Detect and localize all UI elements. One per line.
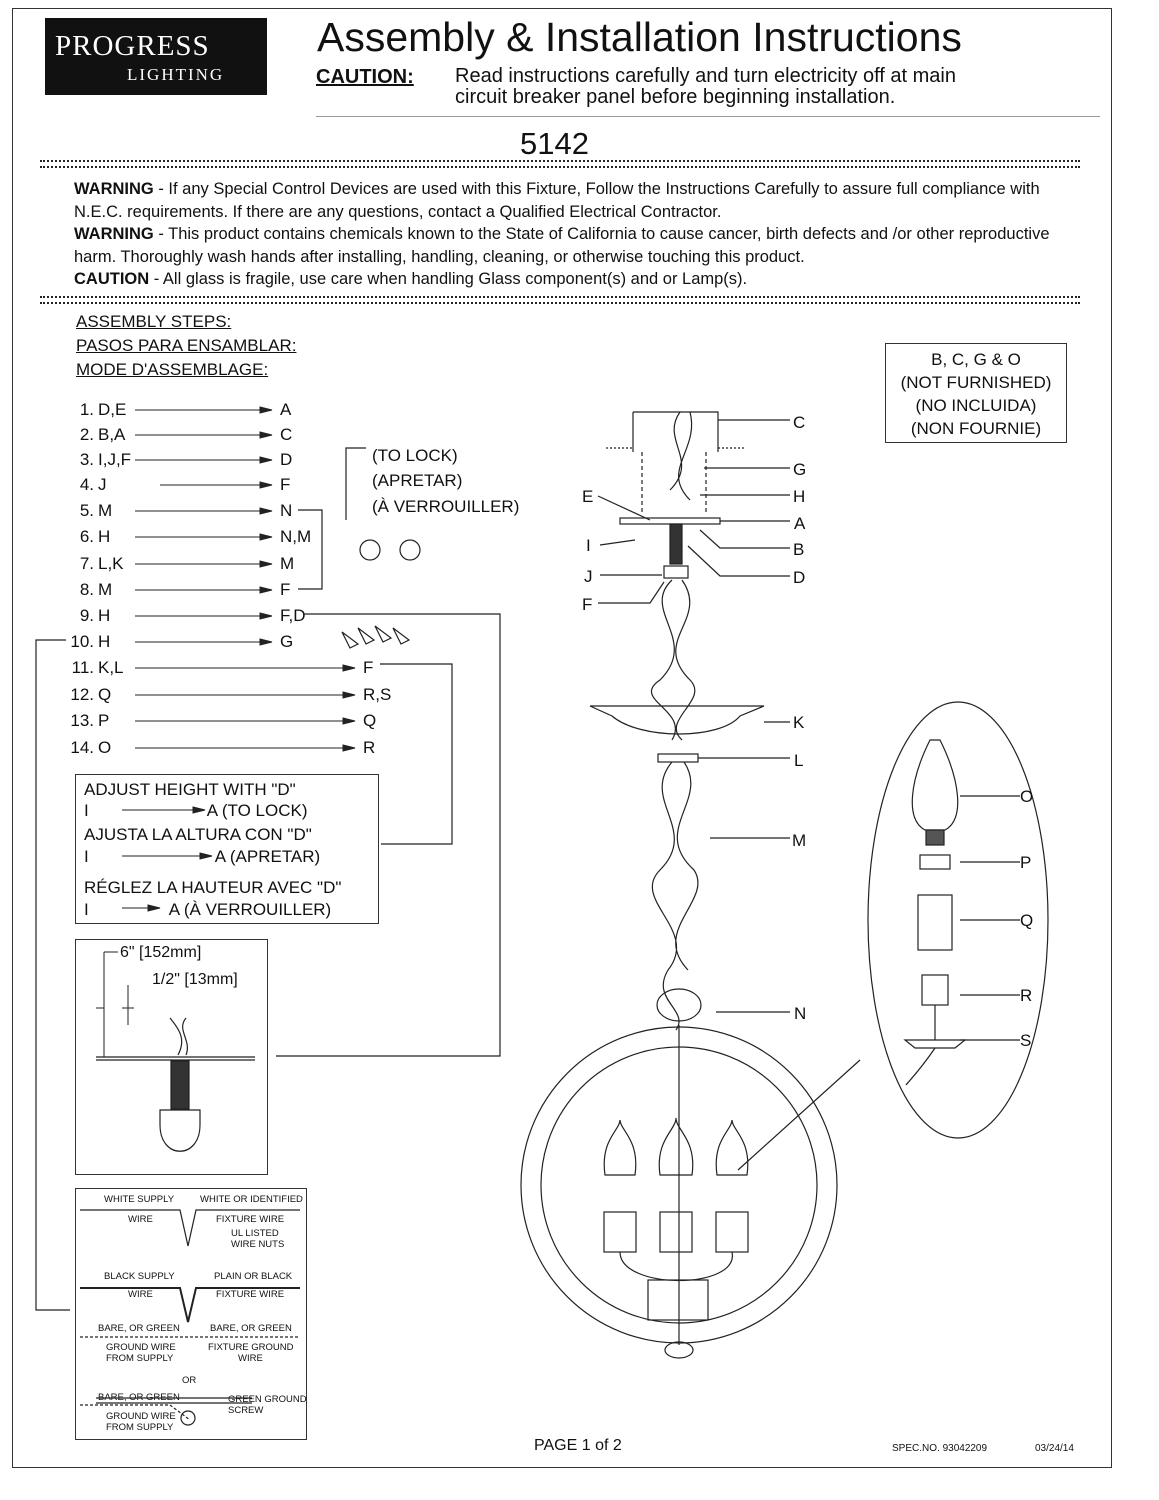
- step-parts: L,K: [98, 554, 124, 573]
- caution-label: CAUTION:: [316, 66, 414, 88]
- step-target: F: [280, 580, 291, 599]
- dimension-box: [75, 939, 268, 1175]
- step-target: C: [280, 425, 293, 444]
- wiring-diagram: [75, 1188, 307, 1440]
- or-label: OR: [182, 1375, 197, 1386]
- label-c: C: [793, 413, 806, 432]
- ground-label-3: FROM SUPPLY: [106, 1353, 174, 1364]
- label-s: S: [1020, 1031, 1032, 1050]
- step-target: F: [280, 475, 291, 494]
- step-target: F,D: [280, 606, 306, 625]
- not-furnished-en: (NOT FURNISHED): [900, 373, 1052, 392]
- step-number: 6.: [79, 527, 94, 546]
- label-r: R: [1020, 986, 1033, 1005]
- not-furnished-es: (NO INCLUIDA): [915, 396, 1037, 415]
- step-target: R: [363, 738, 376, 757]
- not-furnished-parts: B, C, G & O: [931, 350, 1021, 369]
- white-fixture-label-1: WHITE OR IDENTIFIED: [200, 1194, 303, 1205]
- step-parts: H: [98, 606, 111, 625]
- spec-number: SPEC.NO. 93042209: [892, 1443, 988, 1454]
- step-number: 5.: [79, 501, 94, 520]
- label-o: O: [1020, 787, 1034, 806]
- caution-line-1: Read instructions carefully and turn electricity off at main: [455, 65, 956, 87]
- step-parts: O: [98, 738, 112, 757]
- step-parts: P: [98, 711, 110, 730]
- step-number: 7.: [79, 554, 94, 573]
- step-number: 8.: [79, 580, 94, 599]
- step-parts: Q: [98, 685, 112, 704]
- label-k: K: [793, 713, 805, 732]
- adjust-fr-line: I A (À VERROUILLER): [84, 900, 332, 919]
- black-fixture-label-1: PLAIN OR BLACK: [214, 1271, 293, 1282]
- assembly-header-fr: MODE D'ASSEMBLAGE:: [76, 360, 269, 379]
- black-wire-label: WIRE: [128, 1289, 153, 1300]
- fixture-ground-label-2: FIXTURE GROUND: [208, 1342, 294, 1353]
- label-b: B: [793, 540, 805, 559]
- step-target: M: [280, 554, 295, 573]
- step-parts: I,J,F: [98, 450, 132, 469]
- label-m: M: [792, 831, 807, 850]
- step-number: 13.: [70, 711, 94, 730]
- white-supply-label: WHITE SUPPLY: [104, 1194, 175, 1205]
- step-parts: H: [98, 632, 111, 651]
- step-parts: M: [98, 501, 113, 520]
- adjust-es-line: I A (APRETAR): [84, 847, 321, 866]
- label-l: L: [794, 751, 804, 770]
- adjust-en-line: I A (TO LOCK): [84, 801, 308, 820]
- warning-1: WARNING - If any Special Control Devices are used with this Fixture, Follow the Instructions Carefully to assure full compliance with N.E.C. requirements. If there are any questions, contact a Qualified Electrical Contractor.: [74, 180, 1040, 221]
- step-parts: H: [98, 527, 111, 546]
- step-number: 12.: [70, 685, 94, 704]
- star-divider-top: [40, 160, 1080, 168]
- not-furnished-fr: (NON FOURNIE): [910, 419, 1042, 438]
- not-furnished-box: [885, 343, 1067, 443]
- adjust-height-box: [75, 774, 379, 924]
- green-screw-label-1: GREEN GROUND: [228, 1394, 307, 1405]
- fixture-ground-label-1: BARE, OR GREEN: [210, 1323, 292, 1334]
- dim-6in: 6" [152mm]: [120, 944, 202, 961]
- warnings-block: [74, 178, 1084, 291]
- step-target: N,M: [280, 527, 312, 546]
- step-number: 11.: [71, 658, 94, 677]
- brand-logo: [45, 18, 267, 95]
- step-target: D: [280, 450, 293, 469]
- step-parts: K,L: [98, 658, 124, 677]
- step-target: F: [363, 658, 374, 677]
- label-h: H: [793, 487, 806, 506]
- assembly-header-en: ASSEMBLY STEPS:: [76, 312, 232, 331]
- label-n: N: [794, 1004, 807, 1023]
- step-number: 2.: [79, 425, 94, 444]
- adjust-fr-title: RÉGLEZ LA HAUTEUR AVEC "D": [84, 878, 342, 897]
- star-divider-bottom: [40, 296, 1080, 304]
- step-target: G: [280, 632, 294, 651]
- brand-sub: LIGHTING: [127, 65, 225, 84]
- assembly-header-es: PASOS PARA ENSAMBLAR:: [76, 336, 297, 355]
- step-target: A: [280, 400, 292, 419]
- label-f: F: [582, 595, 593, 614]
- caution-line-2: circuit breaker panel before beginning installation.: [455, 86, 896, 108]
- green-screw-label-2: SCREW: [228, 1405, 264, 1416]
- step-parts: B,A: [98, 425, 126, 444]
- adjust-en-title: ADJUST HEIGHT WITH "D": [84, 780, 296, 799]
- step-target: N: [280, 501, 293, 520]
- step-target: Q: [363, 711, 377, 730]
- ground2-label-3: FROM SUPPLY: [106, 1422, 174, 1433]
- wire-nuts-label-1: UL LISTED: [231, 1228, 279, 1239]
- white-fixture-label-2: FIXTURE WIRE: [216, 1214, 285, 1225]
- label-q: Q: [1020, 911, 1034, 930]
- page-title: Assembly & Installation Instructions: [317, 14, 962, 60]
- brand-name: PROGRESS: [55, 30, 210, 62]
- step-number: 10.: [70, 632, 94, 651]
- step-number: 9.: [79, 606, 94, 625]
- fixture-ground-label-3: WIRE: [238, 1353, 263, 1364]
- white-wire-label: WIRE: [128, 1214, 153, 1225]
- lock-fr: (À VERROUILLER): [372, 497, 520, 516]
- label-a: A: [794, 514, 806, 533]
- adjust-es-title: AJUSTA LA ALTURA CON "D": [84, 825, 312, 844]
- step-target: R,S: [363, 685, 392, 704]
- label-i: I: [586, 536, 591, 555]
- page-number: PAGE 1 of 2: [534, 1437, 622, 1454]
- label-p: P: [1020, 853, 1032, 872]
- doc-date: 03/24/14: [1035, 1443, 1074, 1454]
- label-g: G: [793, 460, 807, 479]
- caution-text: [455, 66, 956, 108]
- label-d: D: [793, 568, 806, 587]
- black-supply-label: BLACK SUPPLY: [104, 1271, 175, 1282]
- caution-glass: CAUTION - All glass is fragile, use care when handling Glass component(s) and or Lamp(s).: [74, 270, 748, 288]
- title-divider: [316, 116, 1100, 117]
- black-fixture-label-2: FIXTURE WIRE: [216, 1289, 285, 1300]
- label-j: J: [584, 567, 593, 586]
- step-number: 3.: [79, 450, 94, 469]
- step-parts: M: [98, 580, 113, 599]
- warning-2: WARNING - This product contains chemicals known to the State of California to cause cancer, birth defects and /or other reproductive harm. Thoroughly wash hands after installing, handling, cleaning, or otherwise touching this product.: [74, 225, 1050, 266]
- step-number: 1.: [79, 400, 94, 419]
- wire-nuts-label-2: WIRE NUTS: [231, 1239, 285, 1250]
- dim-half-in: 1/2" [13mm]: [152, 971, 238, 988]
- step-number: 4.: [79, 475, 94, 494]
- step-parts: D,E: [98, 400, 127, 419]
- ground-label-1: BARE, OR GREEN: [98, 1323, 180, 1334]
- ground-label-2: GROUND WIRE: [106, 1342, 176, 1353]
- lock-en: (TO LOCK): [372, 446, 458, 465]
- ground2-label-2: GROUND WIRE: [106, 1411, 176, 1422]
- ground2-label-1: BARE, OR GREEN: [98, 1392, 180, 1403]
- model-number: 5142: [520, 126, 589, 161]
- label-e: E: [582, 487, 594, 506]
- step-number: 14.: [70, 738, 94, 757]
- step-parts: J: [98, 475, 107, 494]
- lock-es: (APRETAR): [372, 471, 463, 490]
